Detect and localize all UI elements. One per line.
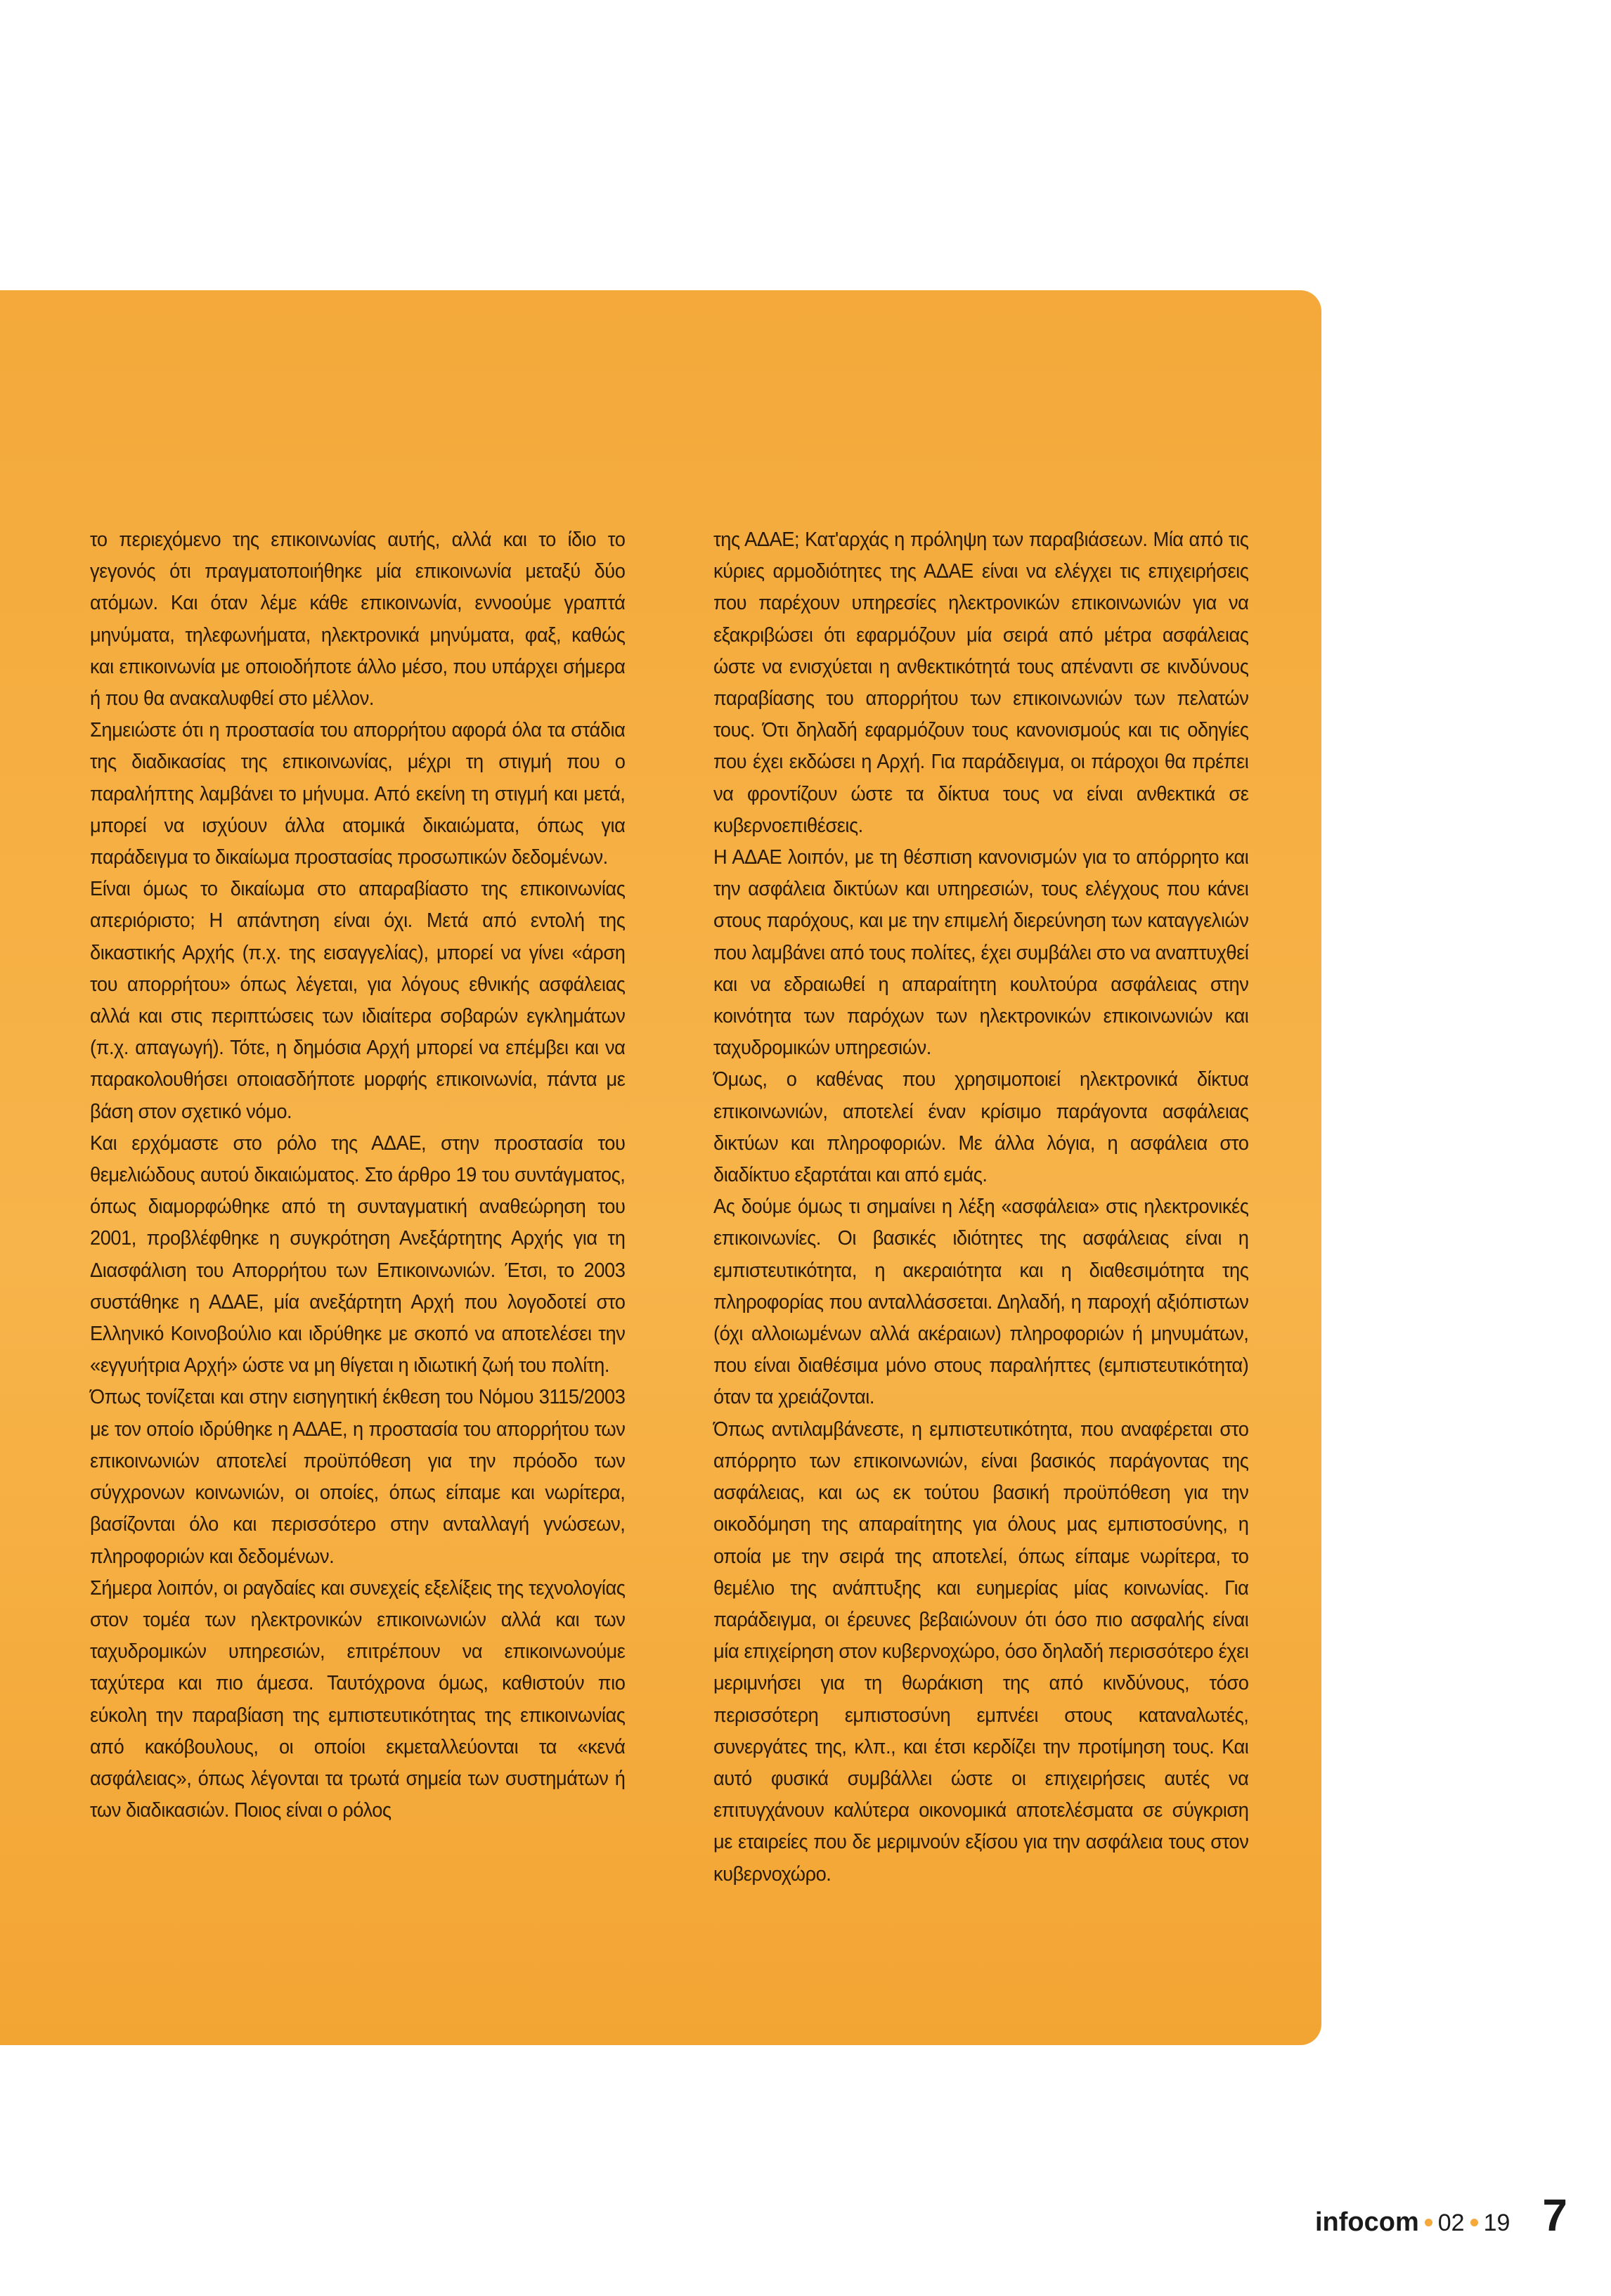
magazine-brand: infocom bbox=[1314, 2207, 1419, 2237]
paragraph: Όπως τονίζεται και στην εισηγητική έκθεση του Νόμου 3115/2003 με τον οποίο ιδρύθηκε η ΑΔΑΕ, η προστασία του απορρήτου των επικοινωνιών αποτελεί προϋπόθεση για την πρόοδο των σύγχρονων κοινωνιών, οι οποίες, όπως είπαμε και νωρίτερα, βασίζονται όλο και περισσότερο στην ανταλλαγή γνώσεων, πληροφοριών και δεδομένων. bbox=[90, 1386, 626, 1568]
paragraph: Και ερχόμαστε στο ρόλο της ΑΔΑΕ, στην προστασία του θεμελιώδους αυτού δικαιώματος. Στο άρθρο 19 του συντάγματος, όπως διαμορφώθηκε από τη συνταγματική αναθεώρηση του 2001, προβλέφθηκε η συγκρότηση Ανεξάρτητης Αρχής για τη Διασφάλιση του Απορρήτου των Επικοινωνιών. Έτσι, το 2003 συστάθηκε η ΑΔΑΕ, μία ανεξάρτητη Αρχή που λογοδοτεί στο Ελληνικό Κοινοβούλιο και ιδρύθηκε με σκοπό να αποτελέσει την «εγγυήτρια Αρχή» ώστε να μη θίγεται η ιδιωτική ζωή του πολίτη. bbox=[90, 1131, 626, 1377]
page-footer bbox=[1315, 2189, 1567, 2241]
paragraph: Σημειώστε ότι η προστασία του απορρήτου αφορά όλα τα στάδια της διαδικασίας της επικοινωνίας, μέχρι τη στιγμή που ο παραλήπτης λαμβάνει το μήνυμα. Από εκείνη τη στιγμή και μετά, μπορεί να ισχύουν άλλα ατομικά δικαιώματα, όπως για παράδειγμα το δικαίωμα προστασίας προσωπικών δεδομένων. bbox=[90, 719, 626, 869]
paragraph: Όμως, ο καθένας που χρησιμοποιεί ηλεκτρονικά δίκτυα επικοινωνιών, αποτελεί έναν κρίσιμο παράγοντα ασφάλειας δικτύων και πληροφοριών. Με άλλα λόγια, η ασφάλεια στο διαδίκτυο εξαρτάται και από εμάς. bbox=[713, 1068, 1249, 1187]
separator-dot-icon bbox=[1470, 2219, 1478, 2226]
paragraph: Ας δούμε όμως τι σημαίνει η λέξη «ασφάλεια» στις ηλεκτρονικές επικοινωνίες. Οι βασικές ιδιότητες της ασφάλειας είναι η εμπιστευτικότητα, η ακεραιότητα και η διαθεσιμότητα της πληροφορίας που ανταλλάσσεται. Δηλαδή, η παροχή αξιόπιστων (όχι αλλοιωμένων αλλά ακέραιων) πληροφοριών ή μηνυμάτων, που είναι διαθέσιμα μόνο στους παραλήπτες (εμπιστευτικότητα) όταν τα χρειάζονται. bbox=[713, 1195, 1249, 1409]
paragraph: Είναι όμως το δικαίωμα στο απαραβίαστο της επικοινωνίας απεριόριστο; Η απάντηση είναι όχι. Μετά από εντολή της δικαστικής Αρχής (π.χ. της εισαγγελίας), μπορεί να γίνει «άρση του απορρήτου» όπως λέγεται, για λόγους εθνικής ασφάλειας αλλά και στις περιπτώσεις των ιδιαίτερα σοβαρών εγκλημάτων (π.χ. απαγωγή). Τότε, η δημόσια Αρχή μπορεί να επέμβει και να παρακολουθήσει οποιασδήποτε μορφής επικοινωνία, πάντα με βάση στον σχετικό νόμο. bbox=[90, 878, 626, 1123]
paragraph: Σήμερα λοιπόν, οι ραγδαίες και συνεχείς εξελίξεις της τεχνολογίας στον τομέα των ηλεκτρονικών επικοινωνιών αλλά και των ταχυδρομικών υπηρεσιών, επιτρέπουν να επικοινωνούμε ταχύτερα και πιο άμεσα. Ταυτόχρονα όμως, καθιστούν πιο εύκολη την παραβίαση της εμπιστευτικότητας της επικοινωνίας από κακόβουλους, οι οποίοι εκμεταλλεύονται τα «κενά ασφάλειας», όπως λέγονται τα τρωτά σημεία των συστημάτων ή των διαδικασιών. Ποιος είναι ο ρόλος bbox=[90, 1576, 626, 1822]
paragraph: Η ΑΔΑΕ λοιπόν, με τη θέσπιση κανονισμών για το απόρρητο και την ασφάλεια δικτύων και υπηρεσιών, τους ελέγχους που κάνει στους παρόχους, και με την επιμελή διερεύνηση των καταγγελιών που λαμβάνει από τους πολίτες, έχει συμβάλει στο να αναπτυχθεί και να εδραιωθεί η απαραίτητη κουλτούρα ασφάλειας στην κοινότητα των παρόχων των ηλεκτρονικών επικοινωνιών και ταχυδρομικών υπηρεσιών. bbox=[713, 846, 1249, 1060]
separator-dot-icon bbox=[1425, 2219, 1432, 2226]
article-column-left bbox=[90, 524, 625, 1827]
page-number: 7 bbox=[1542, 2190, 1567, 2240]
article-column-right bbox=[713, 524, 1248, 1890]
paragraph: το περιεχόμενο της επικοινωνίας αυτής, αλλά και το ίδιο το γεγονός ότι πραγματοποιήθηκε μία επικοινωνία μεταξύ δύο ατόμων. Και όταν λέμε κάθε επικοινωνία, εννοούμε γραπτά μηνύματα, τηλεφωνήματα, ηλεκτρονικά μηνύματα, φαξ, καθώς και επικοινωνία με οποιοδήποτε άλλο μέσο, που υπάρχει σήμερα ή που θα ανακαλυφθεί στο μέλλον. bbox=[90, 528, 626, 711]
issue-month: 02 bbox=[1437, 2210, 1465, 2236]
paragraph: της ΑΔΑΕ; Κατ'αρχάς η πρόληψη των παραβιάσεων. Μία από τις κύριες αρμοδιότητες της ΑΔΑΕ είναι να ελέγχει τις επιχειρήσεις που παρέχουν υπηρεσίες ηλεκτρονικών επικοινωνιών για να εξακριβώσει ότι εφαρμόζουν μία σειρά από μέτρα ασφάλειας ώστε να ενισχύεται η ανθεκτικότητά τους απέναντι σε κινδύνους παραβίασης του απορρήτου των επικοινωνιών των πελατών τους. Ότι δηλαδή εφαρμόζουν τους κανονισμούς και τις οδηγίες που έχει εκδώσει η Αρχή. Για παράδειγμα, οι πάροχοι θα πρέπει να φροντίζουν ώστε τα δίκτυα τους να είναι ανθεκτικά σε κυβερνοεπιθέσεις. bbox=[713, 528, 1249, 837]
paragraph: Όπως αντιλαμβάνεστε, η εμπιστευτικότητα, που αναφέρεται στο απόρρητο των επικοινωνιών, είναι βασικός παράγοντας της ασφάλειας, και ως εκ τούτου βασική προϋπόθεση για την οικοδόμηση της απαραίτητης για όλους μας εμπιστοσύνης, η οποία με την σειρά της αποτελεί, όπως είπαμε νωρίτερα, το θεμέλιο της ανάπτυξης και ευημερίας μίας κοινωνίας. Για παράδειγμα, οι έρευνες βεβαιώνουν ότι όσο πιο ασφαλής είναι μία επιχείρηση στον κυβερνοχώρο, όσο δηλαδή περισσότερο έχει μεριμνήσει για τη θωράκιση της από κινδύνους, τόσο περισσότερη εμπιστοσύνη εμπνέει στους καταναλωτές, συνεργάτες της, κλπ., και έτσι κερδίζει την προτίμηση τους. Και αυτό φυσικά συμβάλλει ώστε οι επιχειρήσεις αυτές να επιτυγχάνουν καλύτερα οικονομικά αποτελέσματα σε σύγκριση με εταιρείες που δε μεριμνούν εξίσου για την ασφάλεια τους στον κυβερνοχώρο. bbox=[713, 1418, 1249, 1886]
issue-year: 19 bbox=[1483, 2210, 1510, 2236]
